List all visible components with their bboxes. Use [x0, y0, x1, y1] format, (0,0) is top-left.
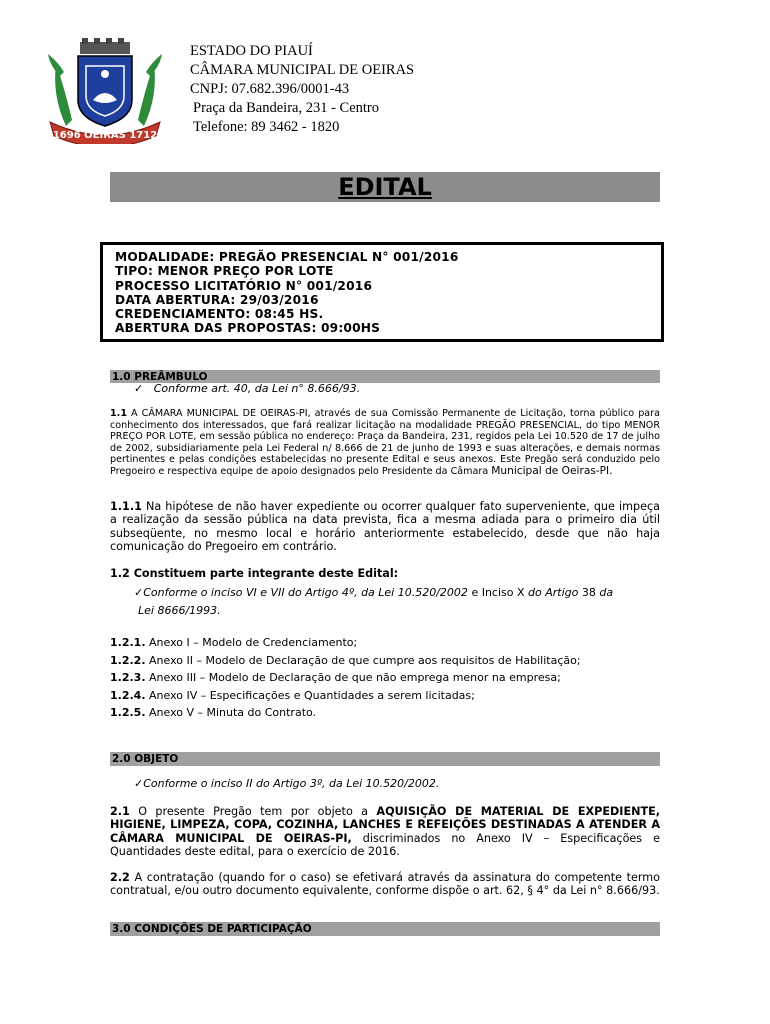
- checkmark-icon: ✓: [134, 777, 144, 790]
- annex-item: 1.2.1. Anexo I – Modelo de Credenciamento;: [110, 636, 358, 649]
- letterhead-address: Praça da Bandeira, 231 - Centro: [193, 100, 380, 116]
- annex-item: 1.2.3. Anexo III – Modelo de Declaração de que não emprega menor na empresa;: [110, 671, 561, 685]
- paragraph-1-2-heading: 1.2 Constituem parte integrante deste Edital:: [110, 567, 399, 580]
- letterhead-cnpj: CNPJ: 07.682.396/0001-43: [190, 81, 350, 97]
- annex-item: 1.2.4. Anexo IV – Especificações e Quantidades a serem licitadas;: [110, 688, 475, 702]
- paragraph-number: 1.1: [110, 408, 127, 419]
- document-title: EDITAL: [338, 173, 432, 201]
- document-title-bar: [110, 172, 660, 202]
- letterhead-chamber: CÂMARA MUNICIPAL DE OEIRAS: [190, 62, 415, 78]
- section-heading-preambulo: 1.0 PREÂMBULO: [110, 370, 660, 383]
- checkmark-icon: ✓: [134, 382, 144, 395]
- section-heading-objeto: 2.0 OBJETO: [110, 752, 660, 766]
- box-proposals-opening: ABERTURA DAS PROPOSTAS: 09:00HS: [115, 321, 381, 336]
- letterhead-phone: Telefone: 89 3462 - 1820: [193, 119, 340, 135]
- section-heading-condicoes: 3.0 CONDIÇÕES DE PARTICIPAÇÃO: [110, 922, 660, 936]
- logo-ribbon-text: 1696 OEIRAS 1712: [52, 130, 158, 141]
- box-accreditation: CREDENCIAMENTO: 08:45 HS.: [115, 307, 324, 322]
- paragraph-1-2-reference: ✓Conforme o inciso VI e VII do Artigo 4º, da Lei 10.520/2002 e Inciso X do Artigo 38 da Lei 8666/1993.: [134, 586, 614, 617]
- paragraph-number: 1.1.1: [110, 500, 142, 513]
- box-process: PROCESSO LICITATÓRIO N° 001/2016: [115, 278, 373, 293]
- objeto-reference: ✓Conforme o inciso II do Artigo 3º, da Lei 10.520/2002.: [134, 777, 440, 790]
- letterhead-state: ESTADO DO PIAUÍ: [190, 43, 313, 59]
- paragraph-number: 2.1: [110, 805, 130, 818]
- annex-item: 1.2.2. Anexo II – Modelo de Declaração de que cumpre aos requisitos de Habilitação;: [110, 653, 581, 667]
- paragraph-2-2: 2.2 A contratação (quando for o caso) se efetivará através da assinatura do competente termo contratual, e/ou outro documento equivalente, conforme dispõe o art. 62, § 4° da Lei n° 8.666/93.: [110, 871, 661, 898]
- tender-summary-box: [100, 242, 664, 342]
- paragraph-1-1: 1.1 A CÂMARA MUNICIPAL DE OEIRAS-PI, através de sua Comissão Permanente de Licitação, torna público para conhecimento dos interessados, que fará realizar licitação na modalidade PREGÃO PRESENCIAL, do tipo MENOR PREÇO POR LOTE, em sessão pública no endereço: Praça da Bandeira, 231, regidos pela Lei 10.520 de 17 de julho de 2002, subsidiariamente pela Lei Federal n/ 8.666 de 21 de junho de 1993 e suas alterações, e demais normas pertinentes e pelas condições estabelecidas no presente Edital e seus anexos. Este Pregão será conduzido pelo Pregoeiro e respectiva equipe de apoio designados pelo Presidente da Câmara Municipal de Oeiras-PI.: [110, 408, 660, 477]
- box-modality: MODALIDADE: PREGÃO PRESENCIAL N° 001/2016: [115, 250, 459, 264]
- box-type: TIPO: MENOR PREÇO POR LOTE: [115, 264, 334, 279]
- box-opening-date: DATA ABERTURA: 29/03/2016: [115, 292, 319, 307]
- annex-list: [110, 634, 581, 722]
- municipal-coat-of-arms-logo: [46, 36, 164, 144]
- checkmark-icon: ✓: [134, 586, 144, 599]
- paragraph-number: 2.2: [110, 871, 130, 884]
- paragraph-1-1-1: 1.1.1 Na hipótese de não haver expediente ou ocorrer qualquer fato superveniente, que impeça a realização da sessão pública na data prevista, fica a mesma adiada para o primeiro dia útil subseqüente, no mesmo local e horário anteriormente estabelecido, desde que não haja comunicação do Pregoeiro em contrário.: [110, 500, 660, 554]
- preambulo-reference: ✓ Conforme art. 40, da Lei n° 8.666/93.: [134, 382, 361, 395]
- letterhead: [190, 42, 414, 137]
- paragraph-2-1: 2.1 O presente Pregão tem por objeto a AQUISIÇÃO DE MATERIAL DE EXPEDIENTE, HIGIENE, LIMPEZA, COPA, COZINHA, LANCHES E REFEIÇÕES DESTINADAS A ATENDER A CÂMARA MUNICIPAL DE OEIRAS-PI, discriminados no Anexo IV – Especificações e Quantidades deste edital, para o exercício de 2016.: [110, 805, 661, 859]
- annex-item: 1.2.5. Anexo V – Minuta do Contrato.: [110, 706, 317, 720]
